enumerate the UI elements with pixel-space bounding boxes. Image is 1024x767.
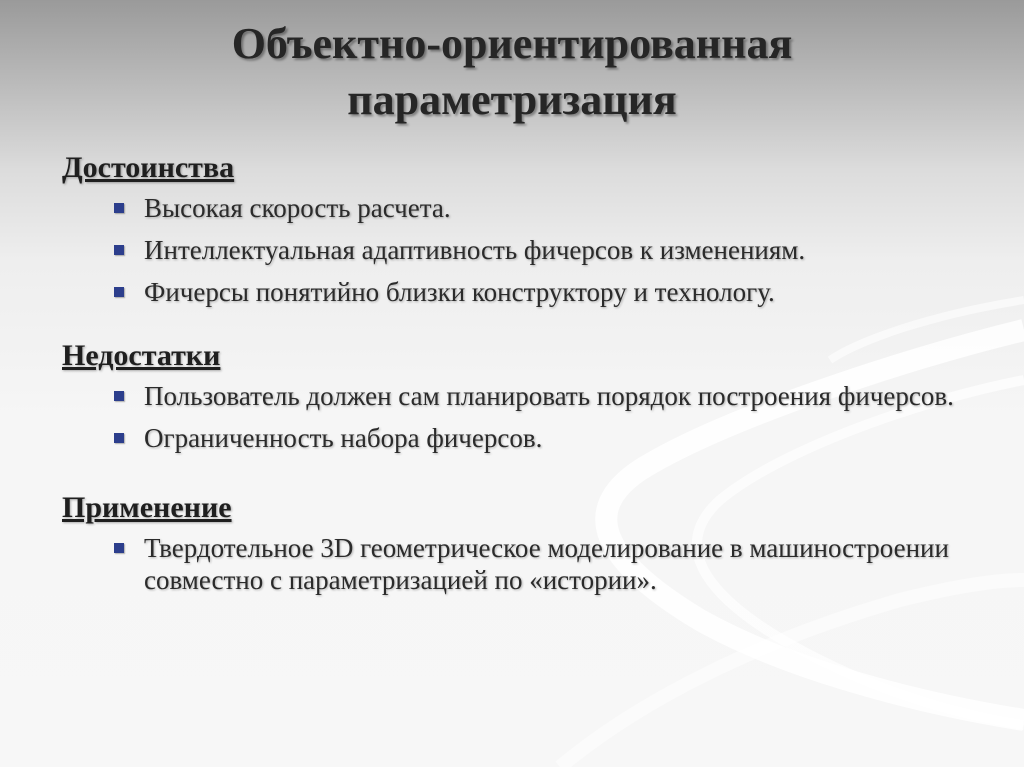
list-item — [114, 192, 962, 224]
bullet-list-disadvantages — [62, 380, 962, 454]
section-advantages — [62, 148, 962, 308]
spacer — [62, 464, 962, 488]
section-heading-application: Применение — [62, 491, 232, 524]
bullet-text: Высокая скорость расчета. — [144, 193, 451, 223]
bullet-text: Ограниченность набора фичерсов. — [144, 423, 543, 453]
section-heading-advantages: Достоинства — [62, 151, 235, 184]
bullet-text: Фичерсы понятийно близки конструктору и технологу. — [144, 277, 775, 307]
bullet-text: Твердотельное 3D геометрическое моделирование в машиностроении совместно с параметризацией по «истории». — [144, 533, 949, 595]
list-item — [114, 532, 962, 596]
square-bullet-icon — [114, 433, 124, 443]
square-bullet-icon — [114, 391, 124, 401]
list-item — [114, 422, 962, 454]
section-disadvantages — [62, 336, 962, 454]
list-item — [114, 276, 962, 308]
list-item — [114, 380, 962, 412]
bullet-list-advantages — [62, 192, 962, 308]
square-bullet-icon — [114, 245, 124, 255]
bullet-text: Интеллектуальная адаптивность фичерсов к изменениям. — [144, 235, 806, 265]
slide-title-line-2: параметризация — [347, 75, 677, 124]
section-application — [62, 488, 962, 596]
slide-title — [0, 16, 1024, 128]
bullet-text: Пользователь должен сам планировать порядок построения фичерсов. — [144, 381, 954, 411]
square-bullet-icon — [114, 287, 124, 297]
slide-content — [62, 148, 962, 606]
bullet-list-application — [62, 532, 962, 596]
square-bullet-icon — [114, 543, 124, 553]
square-bullet-icon — [114, 203, 124, 213]
slide-title-line-1: Объектно-ориентированная — [231, 19, 793, 68]
spacer — [62, 318, 962, 336]
list-item — [114, 234, 962, 266]
section-heading-disadvantages: Недостатки — [62, 339, 221, 372]
